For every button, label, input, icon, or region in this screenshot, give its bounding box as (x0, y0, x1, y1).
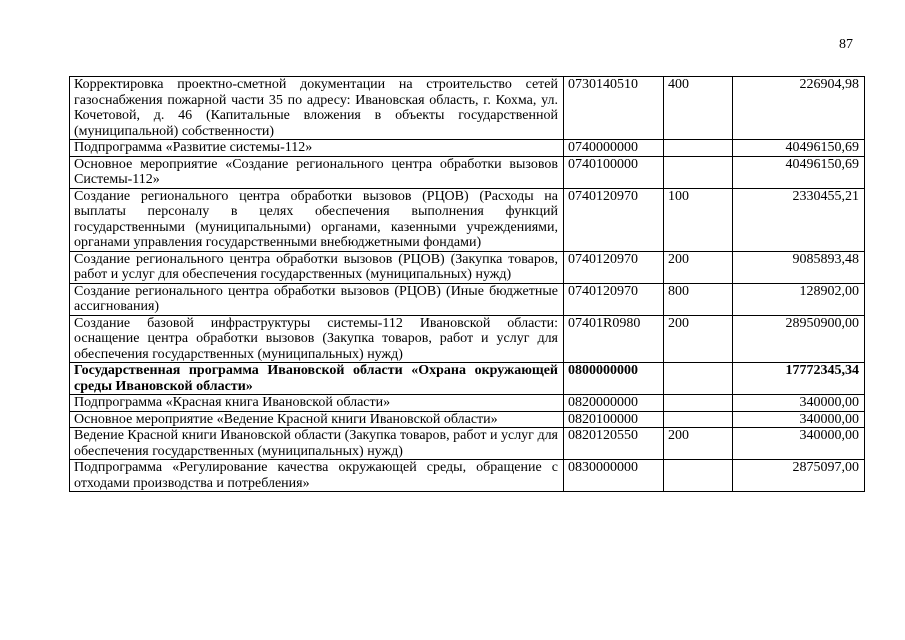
row-sum: 40496150,69 (733, 140, 865, 157)
table-row (70, 460, 865, 492)
table-row (70, 140, 865, 157)
row-expense-type (664, 460, 733, 492)
row-target-code: 0820120550 (564, 428, 664, 460)
row-target-code: 0800000000 (564, 363, 664, 395)
row-sum: 340000,00 (733, 395, 865, 412)
row-name: Подпрограмма «Развитие системы-112» (70, 140, 564, 157)
row-sum: 2330455,21 (733, 188, 865, 251)
row-sum: 340000,00 (733, 428, 865, 460)
row-target-code: 0820000000 (564, 395, 664, 412)
row-expense-type: 200 (664, 315, 733, 363)
row-target-code: 0740000000 (564, 140, 664, 157)
page-number: 87 (839, 37, 853, 52)
row-target-code: 0740120970 (564, 283, 664, 315)
row-expense-type: 200 (664, 428, 733, 460)
row-expense-type (664, 140, 733, 157)
row-sum: 9085893,48 (733, 251, 865, 283)
row-expense-type (664, 363, 733, 395)
row-expense-type: 200 (664, 251, 733, 283)
row-name: Создание базовой инфраструктуры системы-112 Ивановской области: оснащение центра обработки вызовов (Закупка товаров, работ и услуг для обеспечения государственных (муниципальных) нужд) (70, 315, 564, 363)
table-row (70, 283, 865, 315)
row-name: Государственная программа Ивановской области «Охрана окружающей среды Ивановской области» (70, 363, 564, 395)
row-sum: 2875097,00 (733, 460, 865, 492)
row-name: Ведение Красной книги Ивановской области (Закупка товаров, работ и услуг для обеспечения государственных (муниципальных) нужд) (70, 428, 564, 460)
row-sum: 226904,98 (733, 77, 865, 140)
row-expense-type: 800 (664, 283, 733, 315)
table-row (70, 156, 865, 188)
row-target-code: 0740120970 (564, 188, 664, 251)
row-target-code: 0740100000 (564, 156, 664, 188)
row-name: Подпрограмма «Красная книга Ивановской области» (70, 395, 564, 412)
row-target-code: 07401R0980 (564, 315, 664, 363)
row-target-code: 0730140510 (564, 77, 664, 140)
row-expense-type: 400 (664, 77, 733, 140)
row-name: Основное мероприятие «Ведение Красной книги Ивановской области» (70, 411, 564, 428)
row-expense-type (664, 395, 733, 412)
row-name: Подпрограмма «Регулирование качества окружающей среды, обращение с отходами производства и потребления» (70, 460, 564, 492)
row-target-code: 0830000000 (564, 460, 664, 492)
row-sum: 40496150,69 (733, 156, 865, 188)
row-expense-type (664, 411, 733, 428)
table-row (70, 315, 865, 363)
table-row (70, 77, 865, 140)
table-row (70, 188, 865, 251)
row-name: Основное мероприятие «Создание регионального центра обработки вызовов Системы-112» (70, 156, 564, 188)
row-name: Создание регионального центра обработки вызовов (РЦОВ) (Расходы на выплаты персоналу в целях обеспечения выполнения функций государственными (муниципальными) органами, казенными учреждениями, органами управления государственными внебюджетными фондами) (70, 188, 564, 251)
row-sum: 28950900,00 (733, 315, 865, 363)
table-row (70, 395, 865, 412)
row-sum: 17772345,34 (733, 363, 865, 395)
table-row (70, 363, 865, 395)
row-expense-type (664, 156, 733, 188)
row-expense-type: 100 (664, 188, 733, 251)
table-row (70, 428, 865, 460)
row-name: Корректировка проектно-сметной документации на строительство сетей газоснабжения пожарной части 35 по адресу: Ивановская область, г. Кохма, ул. Кочетовой, д. 46 (Капитальные вложения в объекты государственной (муниципальной) собственности) (70, 77, 564, 140)
row-sum: 128902,00 (733, 283, 865, 315)
budget-table (69, 76, 865, 492)
row-sum: 340000,00 (733, 411, 865, 428)
table-row (70, 411, 865, 428)
row-name: Создание регионального центра обработки вызовов (РЦОВ) (Иные бюджетные ассигнования) (70, 283, 564, 315)
table-row (70, 251, 865, 283)
row-target-code: 0740120970 (564, 251, 664, 283)
row-target-code: 0820100000 (564, 411, 664, 428)
row-name: Создание регионального центра обработки вызовов (РЦОВ) (Закупка товаров, работ и услуг для обеспечения государственных (муниципальных) нужд) (70, 251, 564, 283)
